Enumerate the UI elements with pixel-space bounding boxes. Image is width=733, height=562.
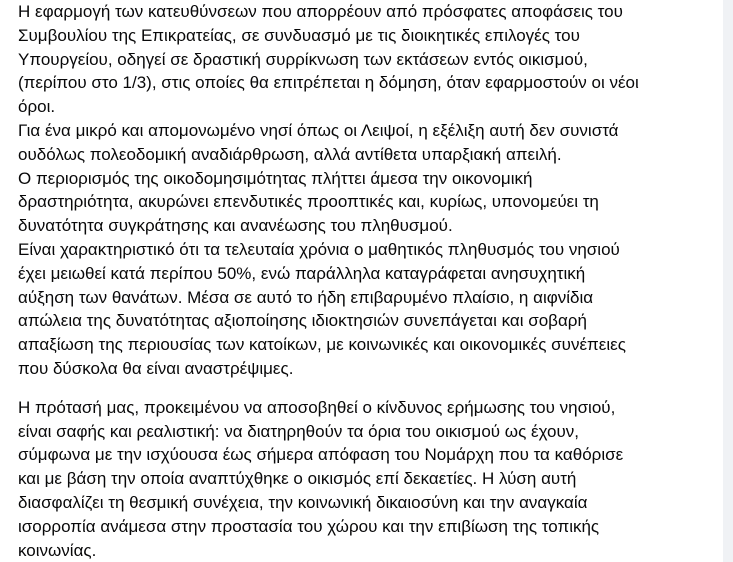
post-text: [18, 0, 723, 562]
post-paragraph-2: Η πρότασή μας, προκειμένου να αποσοβηθεί ο κίνδυνος ερήμωσης του νησιού, είναι σαφής και ρεαλιστική: να διατηρηθούν τα όρια του οικισμού ως έχουν, σύμφωνα με την ισχύουσα έως σήμερα απόφαση του Νομάρχη που τα καθόρισε και με βάση την οποία αναπτύχθηκε ο οικισμός επί δεκαετίες. Η λύση αυτή διασφαλίζει τη θεσμική συνέχεια, την κοινωνική δικαιοσύνη και την αναγκαία ισορροπία ανάμεσα στην προστασία του χώρου και την επιβίωση της τοπικής κοινωνίας.: [18, 397, 624, 560]
scroll-edge: [723, 0, 733, 562]
post-paragraph-1: Η εφαρμογή των κατευθύνσεων που απορρέουν από πρόσφατες αποφάσεις του Συμβουλίου της Επικρατείας, σε συνδυασμό με τις διοικητικές επιλογές του Υπουργείου, οδηγεί σε δραστική συρρίκνωση των εκτάσεων εντός οικισμού, (περίπου στο 1/3), στις οποίες θα επιτρέπεται η δόμηση, όταν εφαρμοστούν οι νέοι όροι. Για ένα μικρό και απομονωμένο νησί όπως οι Λειψοί, η εξέλιξη αυτή δεν συνιστά ουδόλως πολεοδομική αναδιάρθρωση, αλλά αντίθετα υπαρξιακή απειλή. Ο περιορισμός της οικοδομησιμότητας πλήττει άμεσα την οικονομική δραστηριότητα, ακυρώνει επενδυτικές προοπτικές και, κυρίως, υπονομεύει τη δυνατότητα συγκράτησης και ανανέωσης του πληθυσμού. Είναι χαρακτηριστικό ότι τα τελευταία χρόνια ο μαθητικός πληθυσμός του νησιού έχει μειωθεί κατά περίπου 50%, ενώ παράλληλα καταγράφεται ανησυχητική αύξηση των θανάτων. Μέσα σε αυτό το ήδη επιβαρυμένο πλαίσιο, η αιφνίδια απώλεια της δυνατότητας αξιοποίησης ιδιοκτησιών συνεπάγεται και σοβαρή απαξίωση της περιουσίας των κατοίκων, με κοινωνικές και οικονομικές συνέπειες που δύσκολα θα είναι αναστρέψιμες.: [18, 2, 639, 378]
